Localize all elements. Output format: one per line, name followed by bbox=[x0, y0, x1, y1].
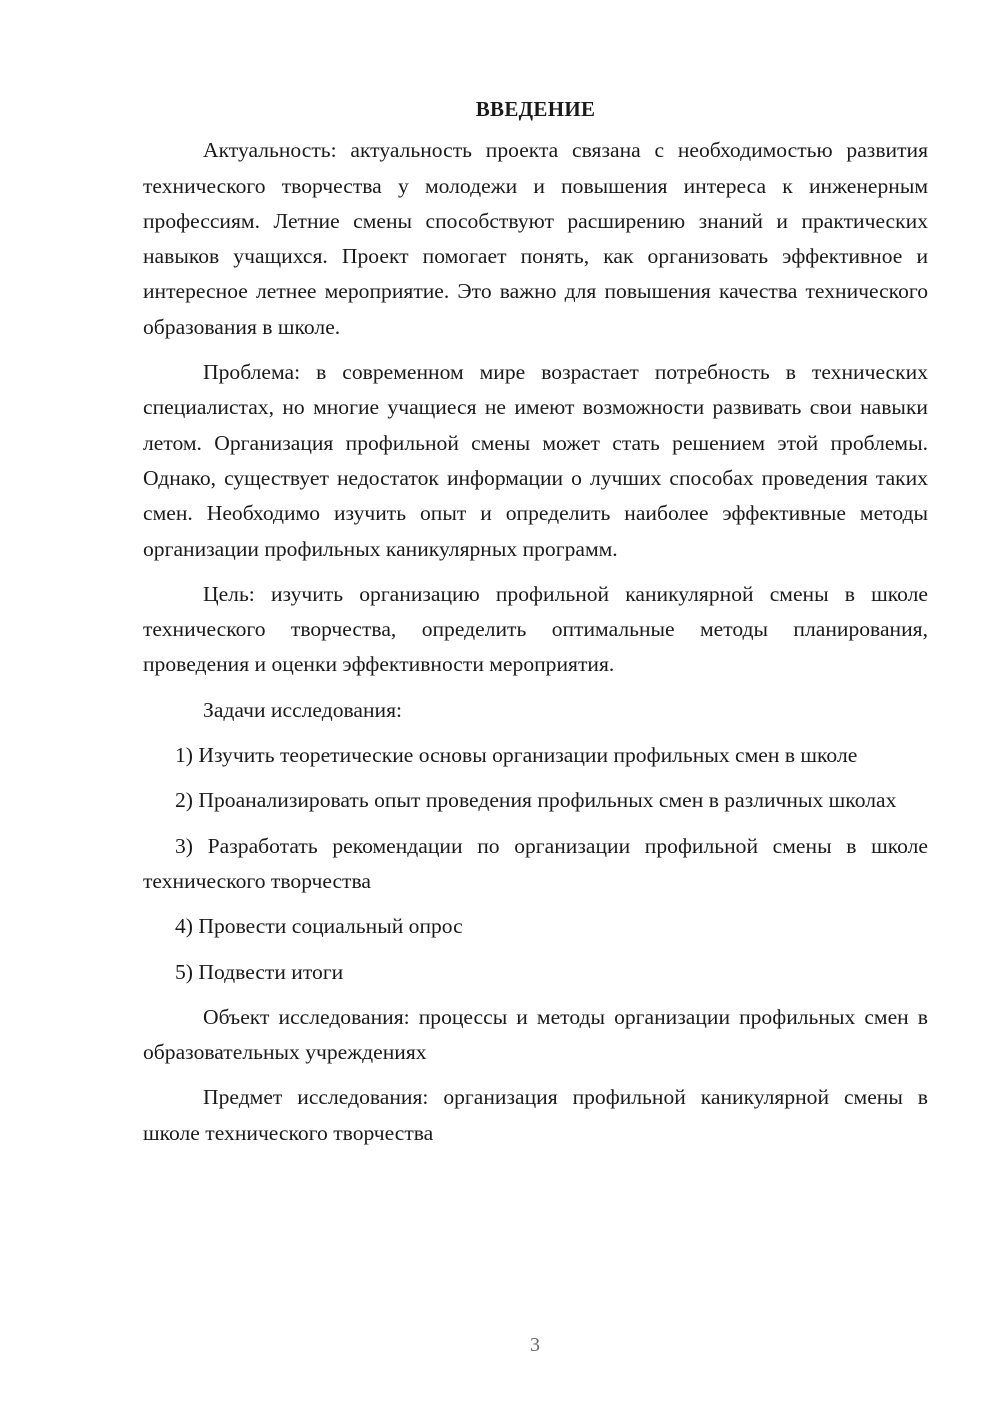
document-page bbox=[143, 92, 928, 1161]
task-item-5: 5) Подвести итоги bbox=[175, 959, 344, 984]
problem-paragraph: Проблема: в современном мире возрастает потребность в технических специалистах, но многие учащиеся не имеют возможности развивать свои навыки летом. Организация профильной смены может стать решением этой проблемы. Однако, существует недостаток информации о лучших способах проведения таких смен. Необходимо изучить опыт и определить наиболее эффективные методы организации профильных каникулярных программ. bbox=[143, 360, 928, 561]
goal-paragraph: Цель: изучить организацию профильной каникулярной смены в школе технического творчества, определить оптимальные методы планирования, проведения и оценки эффективности мероприятия. bbox=[143, 581, 928, 677]
subject-paragraph: Предмет исследования: организация профильной каникулярной смены в школе технического творчества bbox=[143, 1085, 928, 1145]
task-item-2: 2) Проанализировать опыт проведения профильных смен в различных школах bbox=[175, 788, 897, 813]
task-item-4: 4) Провести социальный опрос bbox=[175, 914, 463, 939]
page-number: 3 bbox=[530, 1334, 540, 1356]
section-title: ВВЕДЕНИЕ bbox=[475, 97, 596, 121]
relevance-paragraph: Актуальность: актуальность проекта связана с необходимостью развития технического творчества у молодежи и повышения интереса к инженерным профессиям. Летние смены способствуют расширению знаний и практических навыков учащихся. Проект помогает понять, как организовать эффективное и интересное летнее мероприятие. Это важно для повышения качества технического образования в школе. bbox=[143, 138, 928, 339]
object-paragraph: Объект исследования: процессы и методы организации профильных смен в образовательных учреждениях bbox=[143, 1004, 928, 1065]
task-item-3: 3) Разработать рекомендации по организации профильной смены в школе технического творчества bbox=[143, 833, 928, 893]
tasks-heading: Задачи исследования: bbox=[203, 697, 403, 722]
task-item-1: 1) Изучить теоретические основы организации профильных смен в школе bbox=[175, 743, 858, 768]
